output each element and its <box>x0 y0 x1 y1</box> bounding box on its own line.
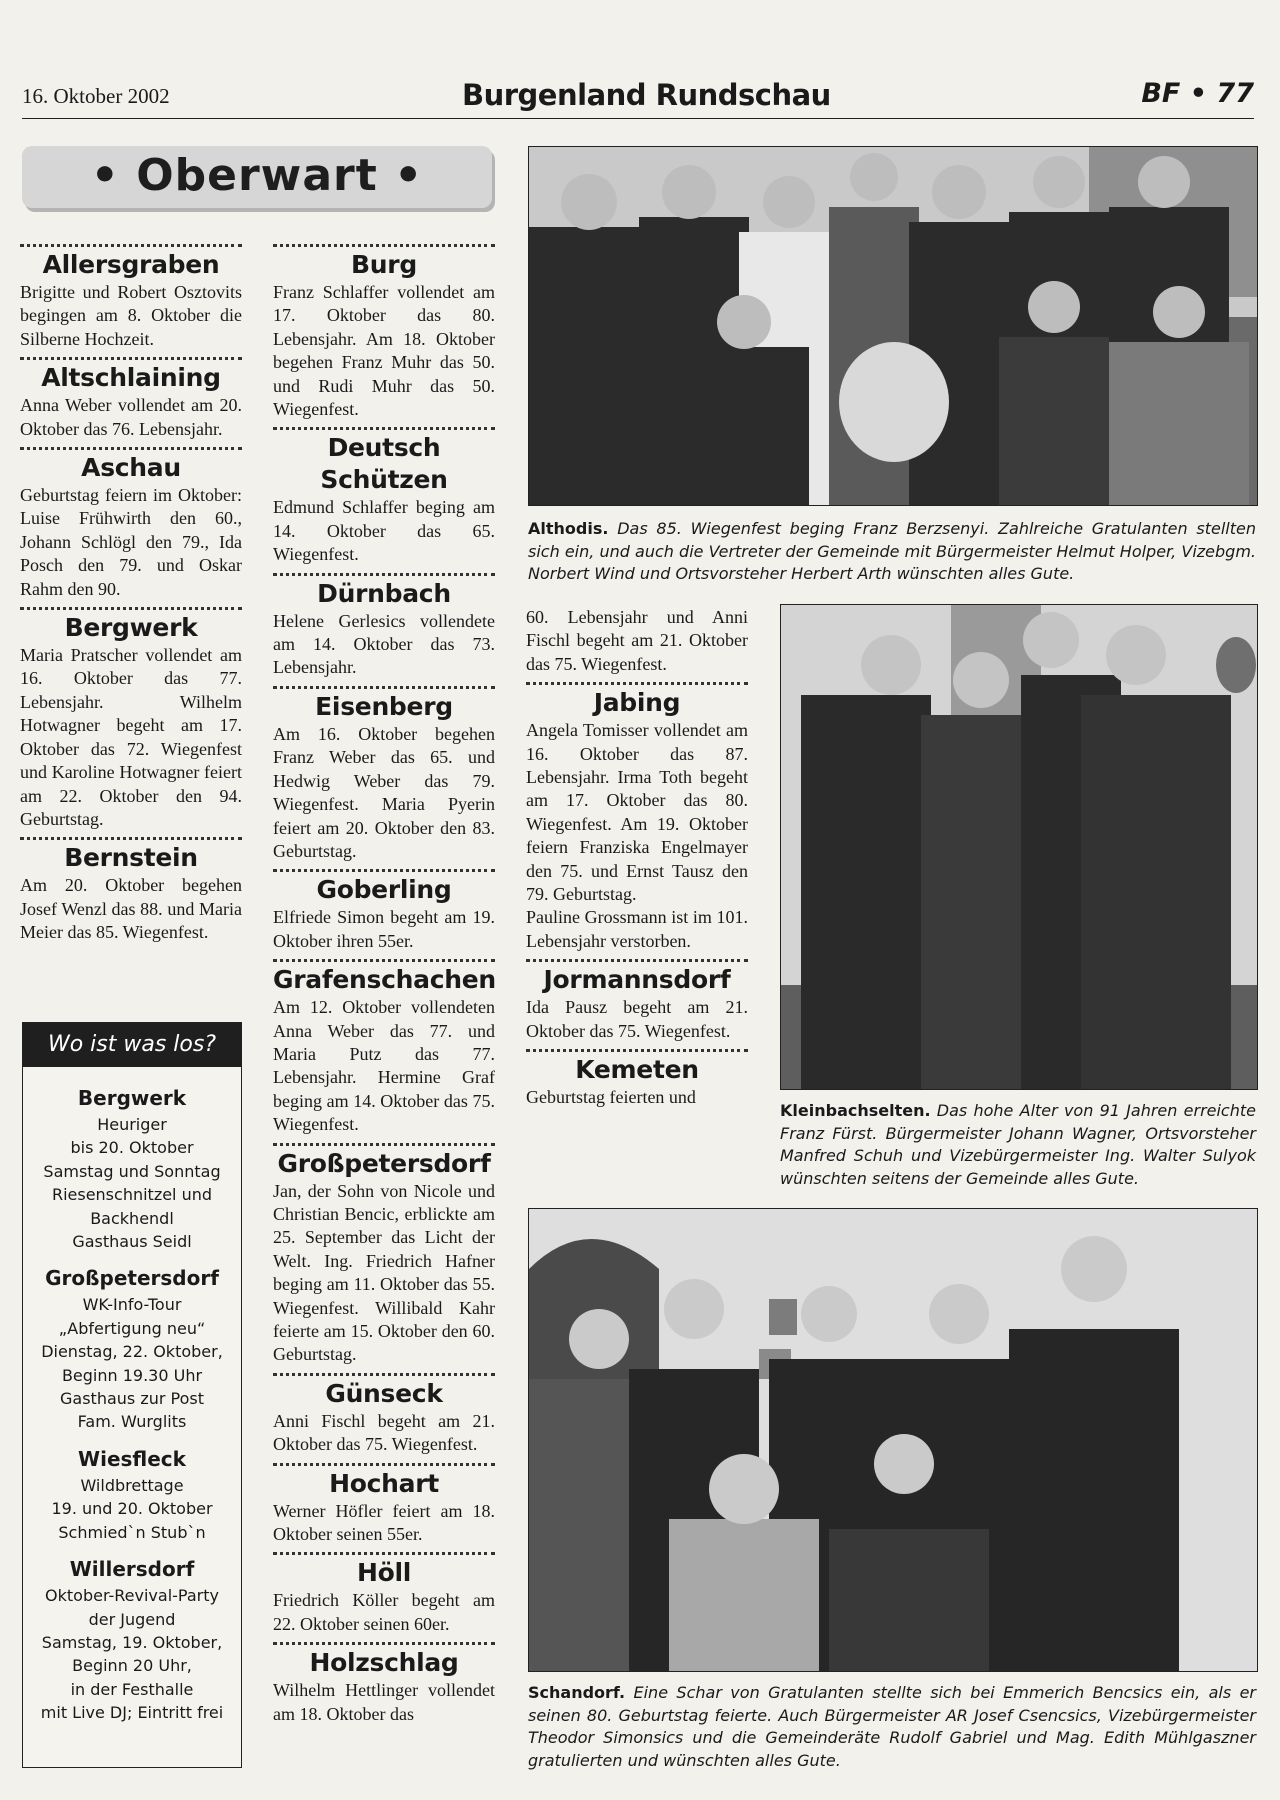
event-line: „Abfertigung neu“ <box>58 1318 206 1338</box>
news-text: 60. Lebensjahr und Anni Fischl begeht am 21. Oktober das 75. Wiegenfest. <box>526 607 748 674</box>
event-line: in der Festhalle <box>70 1679 194 1699</box>
events-box <box>22 1022 242 1768</box>
event-line: Gasthaus zur Post <box>60 1389 204 1409</box>
event-line: 19. und 20. Oktober <box>51 1499 213 1519</box>
place-heading: Deutsch Schützen <box>320 433 448 495</box>
dotted-divider <box>273 1463 495 1466</box>
group-photo-schandorf <box>528 1208 1258 1672</box>
section-banner <box>22 146 492 208</box>
event-line: Gasthaus Seidl <box>72 1232 192 1252</box>
newspaper-title: Burgenland Rundschau <box>462 78 831 112</box>
event-place: Bergwerk <box>77 1086 187 1110</box>
place-heading: Höll <box>356 1558 412 1588</box>
news-text: Friedrich Köller begeht am 22. Oktober seinen 60er. <box>273 1590 495 1634</box>
place-heading: Bernstein <box>64 843 198 873</box>
dotted-divider <box>526 959 748 962</box>
group-photo-althodis <box>528 146 1258 506</box>
event-line: Samstag und Sonntag <box>43 1161 221 1181</box>
page-number: BF • 77 <box>1141 78 1254 109</box>
news-text: Helene Gerlesics vollendete am 14. Oktober das 73. Lebensjahr. <box>273 610 495 678</box>
dotted-divider <box>273 573 495 576</box>
dotted-divider <box>20 447 242 450</box>
event-line: Samstag, 19. Oktober, <box>41 1632 223 1652</box>
news-text: Angela Tomisser vollendet am 16. Oktober das 87. Lebensjahr. Irma Toth begeht am 17. Oktober das 80. Wiegenfest. Am 19. Oktober feiern Franziska Engelmayer den 75. und Ernst Tausz den 79. Geburtstag. <box>526 720 748 905</box>
place-heading: Jormannsdorf <box>543 965 731 995</box>
news-text: Werner Höfler feiert am 18. Oktober seinen 55er. <box>273 1500 495 1545</box>
news-text: Anna Weber vollendet am 20. Oktober das 76. Lebensjahr. <box>20 395 242 439</box>
place-heading: Dürnbach <box>317 578 451 608</box>
event-line: Beginn 20 Uhr, <box>72 1656 192 1676</box>
caption-place: Kleinbachselten. <box>780 1101 931 1120</box>
event-place: Willersdorf <box>69 1557 195 1582</box>
dotted-divider <box>273 1373 495 1376</box>
caption-text: Das hohe Alter von 91 Jahren erreichte Franz Fürst. Bürgermeister Johann Wagner, Ortsvorsteher Manfred Schuh und Vizebürgermeister Ing. Walter Sulyok wünschten seitens der Gemeinde alles Gute. <box>780 1101 1256 1188</box>
news-text: Geburtstag feiern im Oktober: Luise Frühwirth den 60., Johann Schlögl den 79., Ida Posch den 79. und Oskar Rahm den 90. <box>20 485 242 599</box>
news-text: Maria Pratscher vollendet am 16. Oktober das 77. Lebensjahr. Wilhelm Hotwagner begeht am 17. Oktober das 72. Wiegenfest und Karoline Hotwagner feiert am 22. Oktober den 94. Geburtstag. <box>20 645 242 829</box>
news-text: Elfriede Simon begeht am 19. Oktober ihren 55er. <box>273 907 495 951</box>
dotted-divider <box>273 869 495 872</box>
dotted-divider <box>526 682 748 685</box>
dotted-divider <box>20 357 242 360</box>
dotted-divider <box>273 959 495 962</box>
place-heading: Günseck <box>325 1378 443 1408</box>
event-line: mit Live DJ; Eintritt frei <box>40 1703 224 1723</box>
caption-text: Eine Schar von Gratulanten stellte sich bei Emmerich Bencsics ein, als er seinen 80. Geburtstag feierte. Auch Bürgermeister AR Josef Csencsics, Vizebürgermeister Theodor Simonsics und die Gemeinderäte Rudolf Gabriel und Mag. Edith Mühlgaszner gratulierten und wünschten alles Gute. <box>528 1683 1257 1770</box>
event-line: Beginn 19.30 Uhr <box>61 1365 203 1385</box>
photo-image <box>781 605 1257 1089</box>
section-title: • Oberwart • <box>90 150 424 201</box>
dotted-divider <box>273 686 495 689</box>
place-heading: Hochart <box>329 1468 439 1498</box>
dotted-divider <box>526 1049 748 1052</box>
event-line: Schmied`n Stub`n <box>58 1522 206 1542</box>
dotted-divider <box>20 607 242 610</box>
event-line: Wildbrettage <box>80 1475 184 1495</box>
photo-image <box>529 147 1257 505</box>
place-heading: Holzschlag <box>309 1648 459 1678</box>
dotted-divider <box>273 1143 495 1146</box>
news-text: Edmund Schlaffer beging am 14. Oktober das 65. Wiegenfest. <box>273 497 495 565</box>
event-line: der Jugend <box>88 1609 176 1629</box>
dotted-divider <box>273 244 495 247</box>
event-line: WK-Info-Tour <box>82 1295 182 1315</box>
news-text: Franz Schlaffer vollendet am 17. Oktober das 80. Lebensjahr. Am 18. Oktober begehen Franz Muhr das 50. und Rudi Muhr das 50. Wiegenfest. <box>273 282 495 420</box>
place-heading: Aschau <box>81 453 181 483</box>
news-text: Am 12. Oktober vollendeten Anna Weber das 77. und Maria Putz das 77. Lebensjahr. Hermine Graf beging am 14. Oktober das 75. Wiegenfest. <box>273 997 495 1135</box>
place-heading: Burg <box>351 250 417 279</box>
event-line: Backhendl <box>90 1208 174 1228</box>
news-column-2 <box>273 238 495 1726</box>
place-heading: Goberling <box>316 875 452 905</box>
place-heading: Jabing <box>593 688 681 718</box>
dotted-divider <box>273 1642 495 1645</box>
event-line: Riesenschnitzel und <box>51 1185 213 1205</box>
event-place: Großpetersdorf <box>45 1266 219 1291</box>
dotted-divider <box>273 427 495 430</box>
news-text: Geburtstag feierten und <box>526 1087 696 1108</box>
place-heading: Kemeten <box>575 1055 699 1085</box>
page-header <box>22 78 1254 119</box>
news-text: Wilhelm Hettlinger vollendet am 18. Oktober das <box>273 1680 495 1724</box>
event-line: Heuriger <box>97 1115 167 1134</box>
dotted-divider <box>20 244 242 247</box>
event-line: Dienstag, 22. Oktober, <box>41 1342 223 1362</box>
photo-caption <box>528 1682 1256 1772</box>
place-heading: Großpetersdorf <box>277 1148 491 1178</box>
place-heading: Bergwerk <box>64 613 198 643</box>
news-column-1 <box>20 238 242 945</box>
place-heading: Grafenschachen <box>273 965 496 995</box>
place-heading: Altschlaining <box>41 363 221 393</box>
event-line: Fam. Wurglits <box>77 1412 187 1432</box>
photo-caption <box>780 1100 1256 1190</box>
caption-place: Althodis. <box>528 519 609 538</box>
news-text: Jan, der Sohn von Nicole und Christian Bencic, erblickte am 25. September das Licht der Welt. Ing. Friedrich Hafner beging am 11. Oktober das 55. Wiegenfest. Willibald Kahr feierte am 15. Oktober den 60. Geburtstag. <box>273 1180 495 1365</box>
news-text: Pauline Grossmann ist im 101. Lebensjahr verstorben. <box>526 907 748 951</box>
news-text: Am 16. Oktober begehen Franz Weber das 65. und Hedwig Weber das 79. Wiegenfest. Maria Pyerin feiert am 20. Oktober den 83. Geburtstag. <box>273 723 495 861</box>
news-column-3 <box>526 606 748 1110</box>
news-text: Anni Fischl begeht am 21. Oktober das 75. Wiegenfest. <box>273 1410 495 1455</box>
photo-caption <box>528 518 1256 586</box>
caption-text: Das 85. Wiegenfest beging Franz Berzsenyi. Zahlreiche Gratulanten stellten sich ein, und auch die Vertreter der Gemeinde mit Bürgermeister Helmut Holper, Vizebgm. Norbert Wind und Ortsvorsteher Herbert Arth wünschten alles Gute. <box>528 519 1256 583</box>
event-line: bis 20. Oktober <box>70 1138 194 1158</box>
dotted-divider <box>273 1552 495 1555</box>
event-place: Wiesfleck <box>78 1446 186 1471</box>
news-text: Brigitte und Robert Osztovits begingen am 8. Oktober die Silberne Hochzeit. <box>20 282 242 349</box>
caption-place: Schandorf. <box>528 1683 626 1702</box>
group-photo-kleinbachselten <box>780 604 1258 1090</box>
event-line: Oktober-Revival-Party <box>45 1586 219 1606</box>
events-box-heading: Wo ist was los? <box>23 1023 241 1067</box>
place-heading: Allersgraben <box>42 250 220 279</box>
news-text: Ida Pausz begeht am 21. Oktober das 75. Wiegenfest. <box>526 997 748 1041</box>
issue-date: 16. Oktober 2002 <box>22 84 170 108</box>
dotted-divider <box>20 837 242 840</box>
photo-image <box>529 1209 1257 1671</box>
place-heading: Eisenberg <box>315 691 453 721</box>
news-text: Am 20. Oktober begehen Josef Wenzl das 88. und Maria Meier das 85. Wiegenfest. <box>20 875 242 943</box>
